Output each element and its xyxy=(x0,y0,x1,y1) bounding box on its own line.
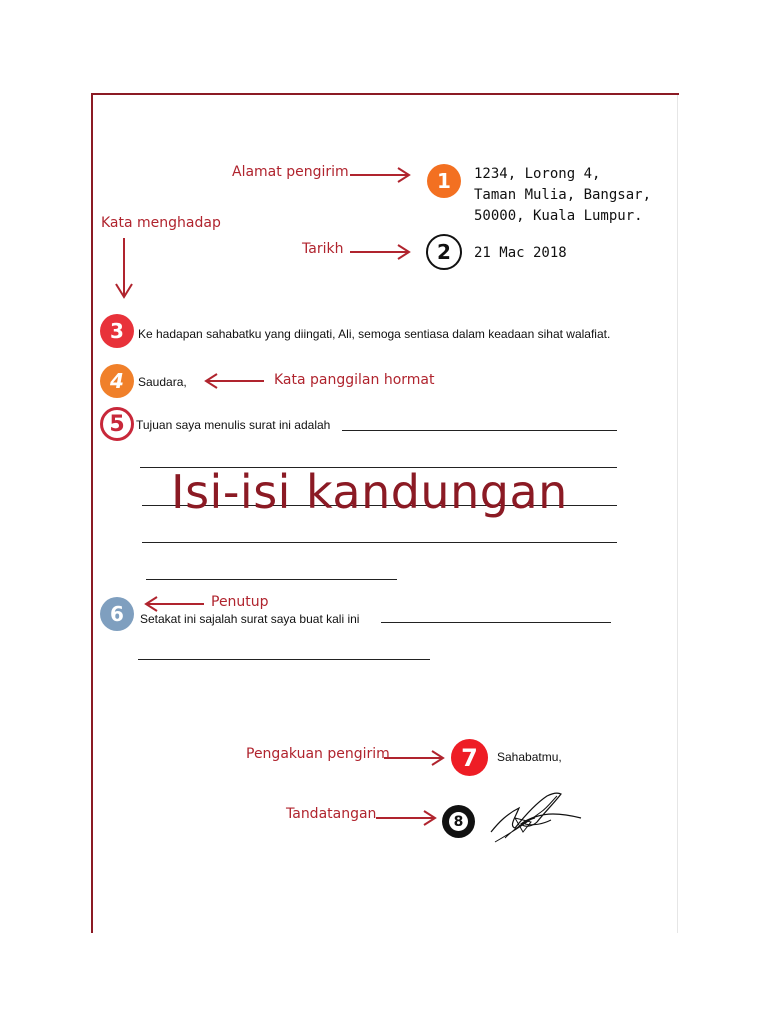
writing-line xyxy=(342,430,617,431)
address-line-2: Taman Mulia, Bangsar, xyxy=(474,187,652,203)
closing-line: Setakat ini sajalah surat saya buat kali ini xyxy=(140,612,360,626)
label-pengakuan-pengirim: Pengakuan pengirim xyxy=(246,746,390,762)
badge-1: 1 xyxy=(427,164,461,198)
label-tarikh: Tarikh xyxy=(302,241,344,257)
address-line-1: 1234, Lorong 4, xyxy=(474,166,601,182)
writing-line xyxy=(138,659,430,660)
arrow-right-icon xyxy=(384,749,446,767)
label-penutup: Penutup xyxy=(211,594,269,610)
badge-6: 6 xyxy=(100,597,134,631)
arrow-down-icon xyxy=(114,236,134,300)
badge-2: 2 xyxy=(426,234,462,270)
badge-7: 7 xyxy=(451,739,488,776)
arrow-left-icon xyxy=(204,372,266,390)
page-border-left xyxy=(91,93,93,933)
label-tandatangan: Tandatangan xyxy=(286,806,377,822)
badge-5: 5 xyxy=(100,407,134,441)
content-heading: Isi-isi kandungan xyxy=(171,465,568,519)
badge-3: 3 xyxy=(100,314,134,348)
arrow-right-icon xyxy=(376,809,438,827)
address-line-3: 50000, Kuala Lumpur. xyxy=(474,208,643,224)
letter-date: 21 Mac 2018 xyxy=(474,245,567,261)
signature xyxy=(485,788,585,846)
badge-4: 4 xyxy=(100,364,134,398)
label-kata-panggilan-hormat: Kata panggilan hormat xyxy=(274,372,435,388)
badge-8 xyxy=(442,805,475,838)
writing-line xyxy=(146,579,397,580)
label-alamat-pengirim: Alamat pengirim xyxy=(232,164,349,180)
badge-8-number: 8 xyxy=(449,812,468,831)
salutation: Saudara, xyxy=(138,375,187,389)
arrow-right-icon xyxy=(350,243,412,261)
arrow-right-icon xyxy=(350,166,412,184)
page-border-right xyxy=(677,95,678,933)
writing-line xyxy=(381,622,611,623)
page-border-top xyxy=(91,93,679,95)
arrow-left-icon xyxy=(144,595,206,613)
greeting-line: Ke hadapan sahabatku yang diingati, Ali, semoga sentiasa dalam keadaan sihat walafiat. xyxy=(138,327,611,341)
writing-line xyxy=(142,542,617,543)
sign-off: Sahabatmu, xyxy=(497,750,562,764)
label-kata-menghadap: Kata menghadap xyxy=(101,215,221,231)
purpose-line: Tujuan saya menulis surat ini adalah xyxy=(136,418,331,432)
